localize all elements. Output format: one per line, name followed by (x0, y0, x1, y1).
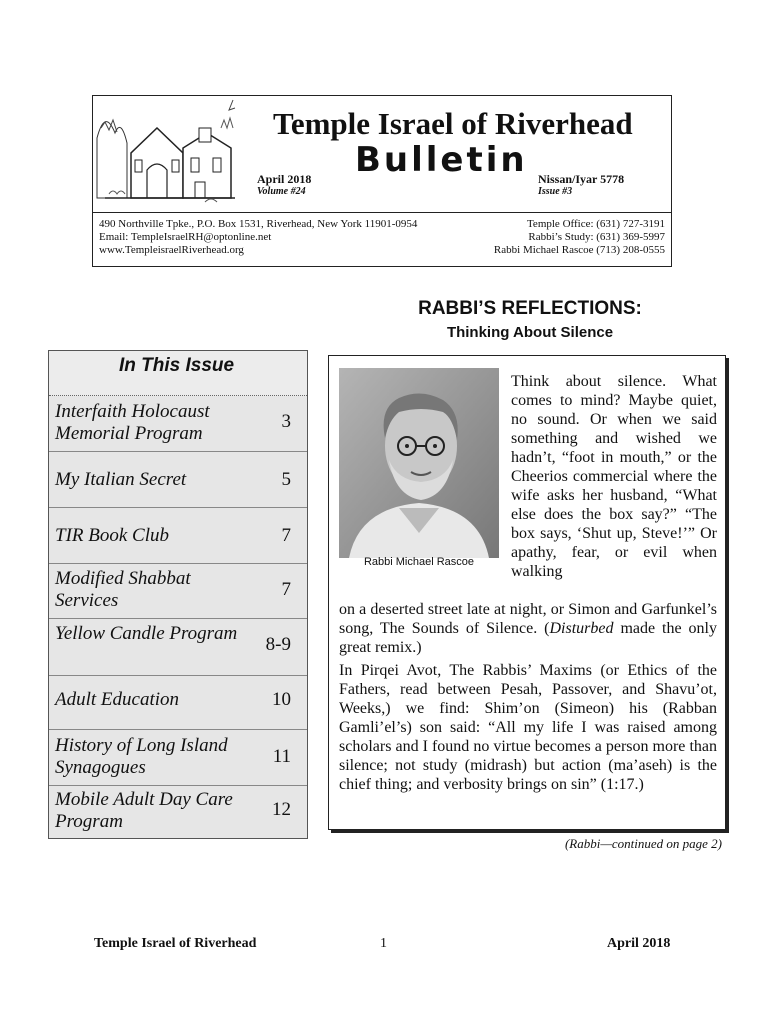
temple-sketch-logo (95, 98, 239, 208)
bulletin-wordmark: Bulletin (355, 140, 528, 180)
toc-item-title: My Italian Secret (55, 469, 187, 490)
hebrew-date: Nissan/Iyar 5778 (538, 172, 625, 186)
in-this-issue-box (48, 350, 308, 839)
toc-item-page: 8-9 (265, 634, 291, 655)
issue-date: April 2018 (257, 172, 312, 186)
toc-item-title: Modified Shabbat Services (55, 568, 191, 611)
toc-row (49, 729, 307, 786)
toc-row (49, 785, 307, 839)
toc-row (49, 618, 307, 676)
toc-item-title: Mobile Adult Day Care Program (55, 789, 233, 832)
toc-item-page: 11 (272, 746, 291, 767)
article-heading: RABBI’S REFLECTIONS: (418, 298, 642, 319)
newsletter-title: Temple Israel of Riverhead (273, 106, 633, 141)
article-italic-text: Disturbed (549, 620, 614, 637)
toc-header (49, 351, 307, 396)
article-text: on a deserted street late at night, or Simon and Garfunkel’s song, The Sounds of Silence. ( (339, 601, 717, 637)
footer-date: April 2018 (607, 936, 671, 951)
toc-row (49, 563, 307, 619)
article-subheading: Thinking About Silence (446, 324, 614, 341)
toc-item-title: Interfaith Holocaust Memorial Program (55, 401, 210, 444)
rabbi-photo (339, 368, 499, 558)
volume-number: Volume #24 (257, 186, 306, 197)
article-text: made the only great remix.) (339, 620, 718, 656)
website-line: www.TempleisraelRiverhead.org (99, 244, 244, 256)
masthead-divider (93, 212, 671, 213)
article-paragraph: In Pirqei Avot, The Rabbis’ Maxims (or Ethics of the Fathers, read between Pesah, Passover, and Shavu’ot, Weeks,) we find: Shim’on (Simeon) his (Rabban Gamli’el’s) son said: “All my life I was raised among scholars and I found no virtue becomes a person more than silence; not study (midrash) but action (ma’aseh) is the chief thing; and verbosity brings on sin” (1:17.) (339, 662, 717, 793)
toc-row (49, 507, 307, 564)
toc-item-page: 3 (281, 411, 291, 432)
continued-note: (Rabbi—continued on page 2) (564, 836, 722, 851)
toc-row (49, 395, 307, 452)
toc-heading: In This Issue (119, 355, 235, 376)
footer-org-name: Temple Israel of Riverhead (94, 936, 257, 951)
masthead (92, 95, 672, 267)
photo-caption: Rabbi Michael Rascoe (363, 556, 475, 568)
toc-item-title: Yellow Candle Program (55, 623, 238, 644)
address-line: 490 Northville Tpke., P.O. Box 1531, Riverhead, New York 11901-0954 (99, 218, 418, 230)
email-line: Email: TempleIsraelRH@optonline.net (99, 231, 272, 243)
address-block (99, 218, 417, 257)
toc-row (49, 451, 307, 508)
toc-item-page: 12 (272, 799, 291, 820)
article-paragraph-continued (339, 600, 717, 657)
toc-item-page: 10 (272, 689, 291, 710)
page-number: 1 (380, 936, 387, 951)
toc-item-page: 7 (281, 579, 291, 600)
toc-row (49, 675, 307, 730)
toc-item-title: History of Long Island Synagogues (55, 735, 228, 778)
toc-item-title: TIR Book Club (55, 525, 169, 546)
phone-line: Rabbi Michael Rascoe (713) 208-0555 (493, 244, 665, 256)
phone-line: Temple Office: (631) 727-3191 (526, 218, 665, 230)
article-paragraph-side: Think about silence. What comes to mind? Maybe quiet, no sound. Or when we said something and wished we hadn’t, “foot in mouth,” or the Cheerios commercial where the wife asks her husband, “What else does the box say?” “The box says, ‘Shut up, Steve!’” Or apathy, fear, or evil when walking (511, 373, 717, 580)
issue-number: Issue #3 (538, 186, 573, 197)
article-box (328, 355, 726, 830)
phone-line: Rabbi’s Study: (631) 369-5997 (528, 231, 665, 243)
toc-item-page: 7 (281, 525, 291, 546)
phone-block (494, 218, 665, 257)
toc-item-title: Adult Education (55, 689, 180, 710)
toc-item-page: 5 (281, 469, 291, 490)
